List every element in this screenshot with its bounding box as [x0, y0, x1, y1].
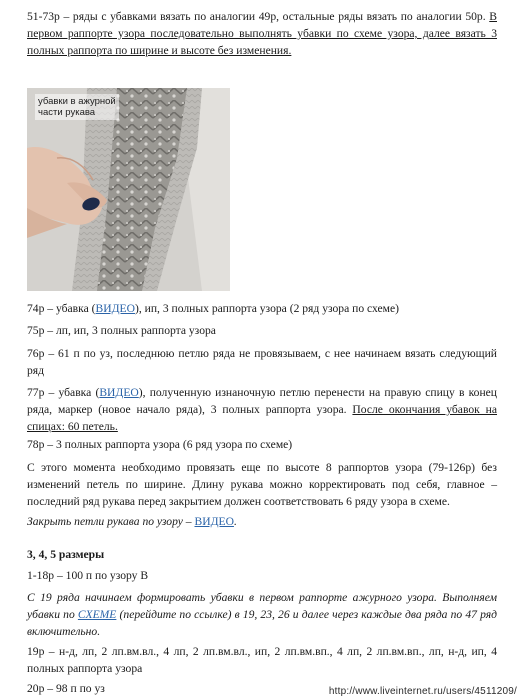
- rows-1-18: 1-18р – 100 п по узору В: [27, 569, 149, 582]
- row-78: 78р – 3 полных раппорта узора (6 ряд узора по схеме): [27, 438, 293, 451]
- note-paragraph: С этого момента необходимо провязать еще по высоте 8 раппортов узора (79-126р) без изменений петель по ширине. Длину рукава можно корректировать под себя, главное – последний ряд рукава перед закрытием должен соответствовать 6 ряду узора в схеме.: [27, 461, 497, 508]
- row-77-text-b: ), полученную изнаночную петлю перенести на правую спицу в конец ряда, маркер (новое начало ряда), 3 полных раппорта узора.: [27, 386, 497, 416]
- row-20: 20р – 98 п по уз: [27, 682, 105, 695]
- row-77-underlined: После окончания убавок на спицах: 60 петель.: [27, 403, 498, 433]
- close-loops-line: [27, 513, 497, 530]
- section-heading: 3, 4, 5 размеры: [27, 548, 105, 561]
- para1-underlined: В первом раппорте узора последовательно выполнять убавки по схеме узора, далее вязать 3 полных раппорта по ширине и высоте без изменения.: [27, 10, 497, 57]
- photo-caption: [35, 94, 119, 120]
- close-end: .: [233, 515, 237, 528]
- row-74-text-a: 74р – убавка (: [27, 302, 96, 315]
- row-19: 19р – н-д, лп, 2 лп.вм.вл., 4 лп, 2 лп.вм.вл., ип, 2 лп.вм.вп., 4 лп, 2 лп.вм.вп., лп, н-д, ип, 4 полных раппорта узора: [27, 645, 497, 675]
- close-text: Закрыть петли рукава по узору –: [27, 515, 195, 528]
- video-link-close[interactable]: ВИДЕО: [194, 515, 234, 528]
- italic-text-a: С 19 ряда начинаем формировать убавки в первом раппорте ажурного узора. Выполняем убавки по: [27, 591, 497, 621]
- scheme-link[interactable]: СХЕМЕ: [77, 608, 117, 621]
- video-link-74[interactable]: ВИДЕО: [95, 302, 135, 315]
- row-77-text-a: 77р – убавка (: [27, 386, 100, 399]
- row-74: [27, 300, 497, 317]
- para1-text: 51-73р – ряды с убавками вязать по аналогии 49р, остальные ряды вязать по аналогии 50р.: [27, 10, 490, 23]
- row-74-text-b: ), ип, 3 полных раппорта узора (2 ряд узора по схеме): [134, 302, 400, 315]
- row-76: 76р – 61 п по уз, последнюю петлю ряда не провязываем, с нее начинаем вязать следующий ряд: [27, 347, 497, 377]
- knitting-photo: [27, 88, 230, 291]
- video-link-77[interactable]: ВИДЕО: [99, 386, 139, 399]
- source-url: http://www.liveinternet.ru/users/4511209/: [328, 686, 517, 697]
- caption-line-1: убавки в ажурной: [38, 96, 116, 107]
- italic-text-b: (перейдите по ссылке) в 19, 23, 26 и далее через каждые два ряда по 47 ряд включительно.: [27, 608, 497, 638]
- row-77: [27, 384, 497, 435]
- row-75: 75р – лп, ип, 3 полных раппорта узора: [27, 324, 216, 337]
- italic-paragraph: [27, 589, 497, 640]
- paragraph-rows-51-73: [27, 8, 497, 59]
- caption-line-2: части рукава: [38, 107, 96, 118]
